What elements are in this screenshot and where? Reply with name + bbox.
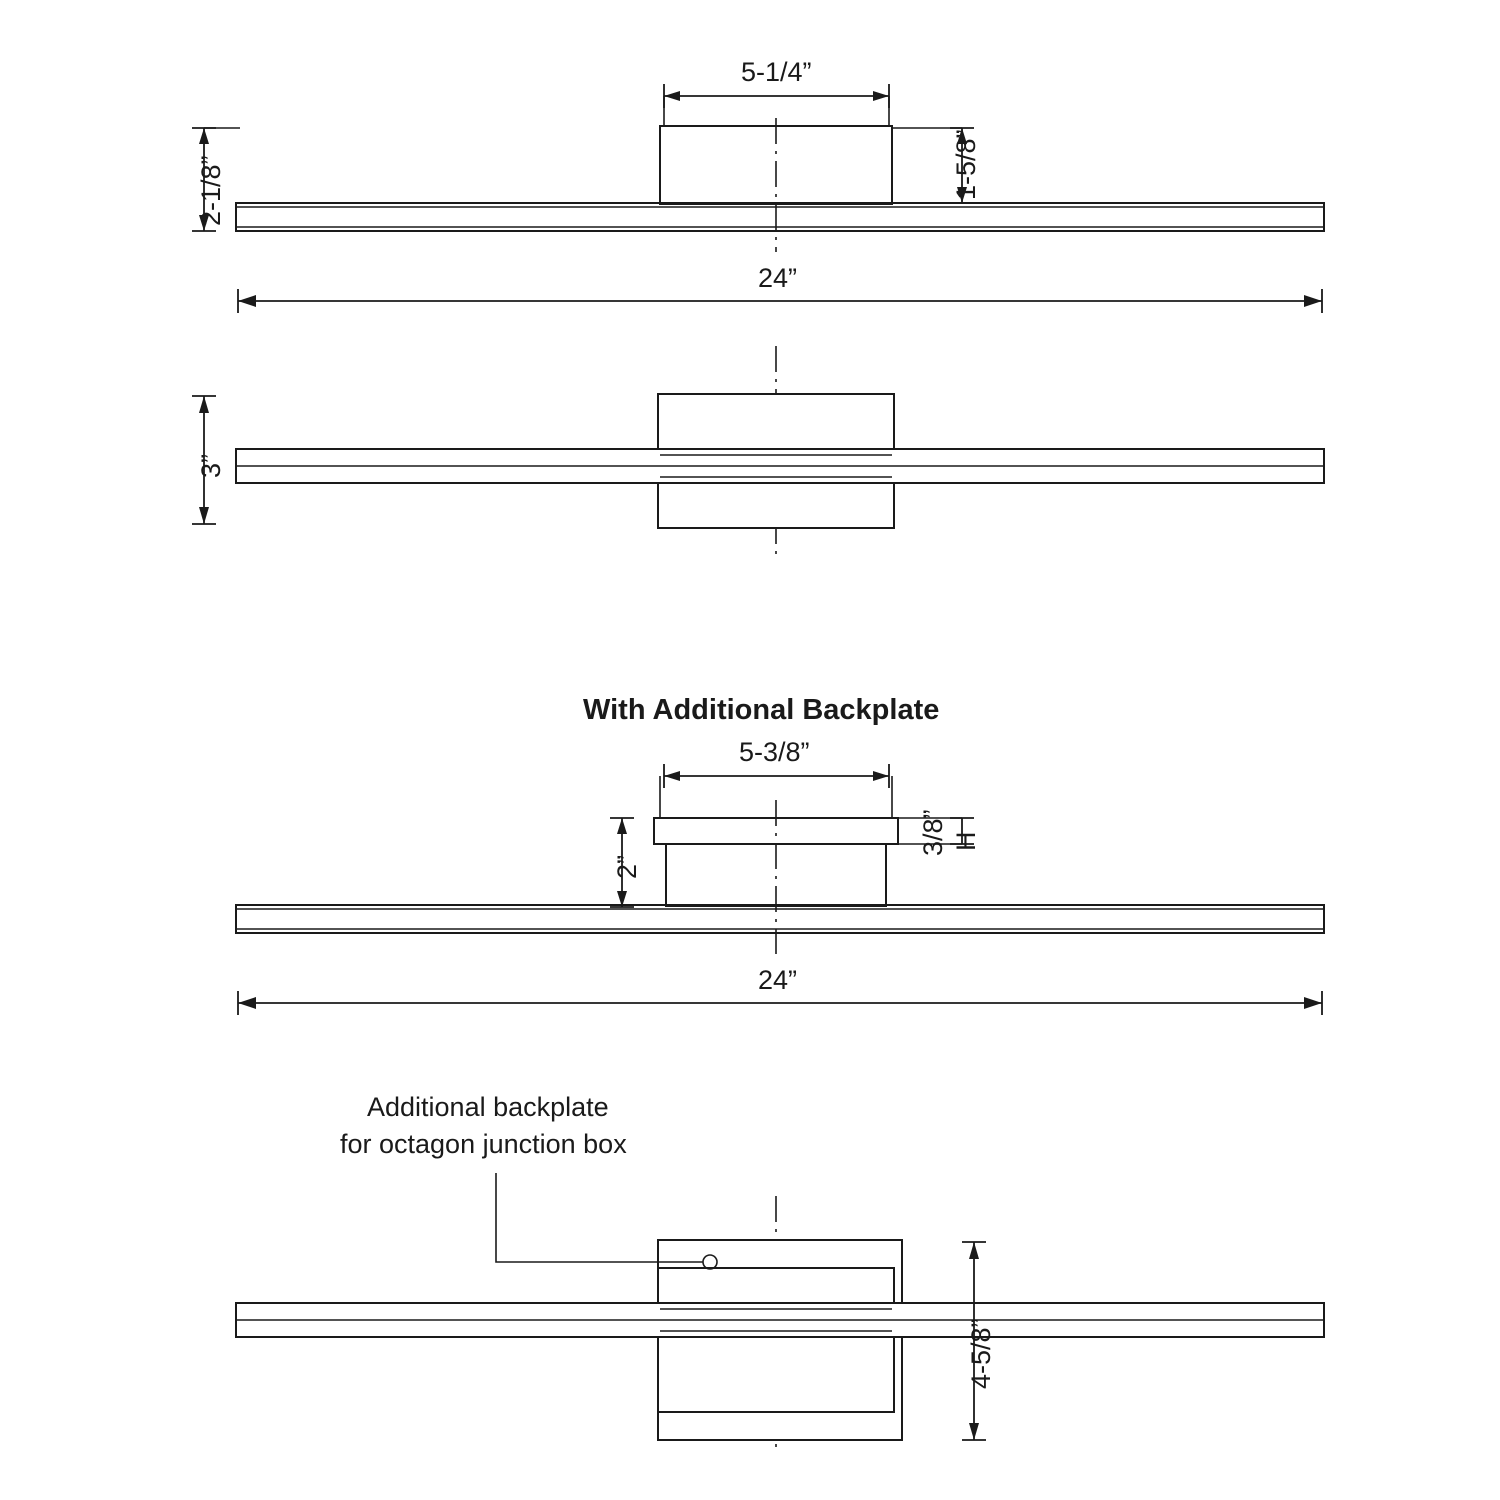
dim-label-bp-overall-length: 24” — [758, 965, 798, 995]
dim-label-bp-height: 2” — [612, 854, 642, 879]
backplate-note-line-2: for octagon junction box — [340, 1129, 627, 1159]
backplate-note-line-1: Additional backplate — [367, 1092, 609, 1122]
dim-label-bp-plan-depth: 4-5/8” — [966, 1318, 996, 1389]
dim-label-top-overall-length: 24” — [758, 263, 798, 293]
dim-label-top-backplate-depth: 1-5/8” — [951, 129, 981, 200]
dim-label-bp-plate-thickness-suffix: H — [951, 831, 981, 851]
dim-label-bp-plate-thickness: 3/8” — [918, 809, 948, 856]
dim-label-top-front-height: 2-1/8” — [196, 155, 226, 226]
dim-label-top-front-width: 5-1/4” — [741, 57, 812, 87]
section-title-with-backplate: With Additional Backplate — [583, 694, 940, 726]
dim-label-top-plan-depth: 3” — [196, 453, 226, 478]
dim-label-bp-front-width: 5-3/8” — [739, 737, 810, 767]
